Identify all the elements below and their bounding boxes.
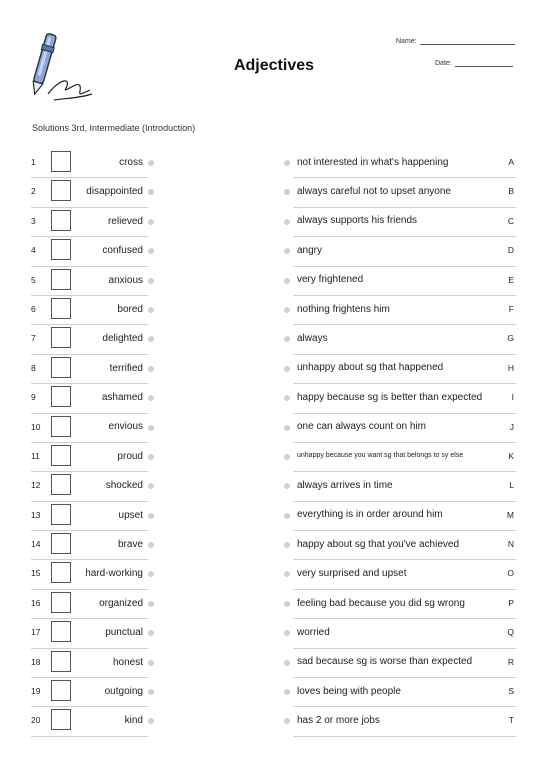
definition-text: angry — [297, 244, 323, 256]
item-number: 5 — [31, 274, 36, 285]
definition-text: very frightened — [297, 274, 364, 286]
definition-item — [293, 559, 516, 589]
item-number: 19 — [31, 686, 41, 697]
definition-item — [293, 236, 516, 266]
item-number: 15 — [31, 568, 41, 579]
exercise-row — [0, 177, 548, 206]
definition-item — [293, 442, 516, 472]
definition-connector-dot[interactable] — [284, 219, 290, 225]
answer-box[interactable] — [51, 298, 71, 319]
word-item — [31, 589, 148, 619]
definition-connector-dot[interactable] — [284, 366, 290, 372]
definition-letter: D — [507, 245, 514, 256]
definition-connector-dot[interactable] — [284, 189, 290, 195]
definition-connector-dot[interactable] — [284, 248, 290, 254]
definition-connector-dot[interactable] — [284, 630, 290, 636]
exercise-row — [0, 236, 548, 265]
definition-letter: P — [508, 597, 514, 608]
adjective-word: outgoing — [104, 685, 143, 697]
answer-box[interactable] — [51, 386, 71, 407]
definition-item — [293, 589, 516, 619]
definition-connector-dot[interactable] — [284, 395, 290, 401]
word-item — [31, 177, 148, 207]
word-item — [31, 236, 148, 266]
exercise-row — [0, 324, 548, 353]
word-item — [31, 324, 148, 354]
answer-box[interactable] — [51, 210, 71, 231]
definition-connector-dot[interactable] — [284, 601, 290, 607]
definition-connector-dot[interactable] — [284, 307, 290, 313]
word-connector-dot[interactable] — [148, 366, 154, 372]
definition-letter: B — [508, 186, 514, 197]
word-connector-dot[interactable] — [148, 483, 154, 489]
item-number: 1 — [31, 157, 36, 167]
definition-letter: O — [507, 568, 514, 579]
exercise-row — [0, 383, 548, 412]
item-number: 18 — [31, 656, 41, 667]
definition-text: worried — [297, 626, 330, 638]
word-connector-dot[interactable] — [148, 513, 154, 519]
date-label: Date: — [435, 60, 452, 67]
word-connector-dot[interactable] — [148, 395, 154, 401]
definition-letter: G — [507, 333, 514, 344]
definition-text: loves being with people — [297, 685, 401, 697]
name-label: Name: — [396, 38, 417, 45]
word-connector-dot[interactable] — [148, 542, 154, 548]
adjective-word: anxious — [108, 274, 143, 286]
matching-exercise — [0, 148, 548, 736]
item-number: 12 — [31, 480, 41, 491]
definition-item — [293, 530, 516, 560]
definition-text: always careful not to upset anyone — [297, 186, 451, 198]
word-connector-dot[interactable] — [148, 601, 154, 607]
answer-box[interactable] — [51, 180, 71, 201]
word-connector-dot[interactable] — [148, 278, 154, 284]
page-title: Adjectives — [233, 57, 315, 74]
definition-text: not interested in what's happening — [297, 156, 449, 168]
definition-connector-dot[interactable] — [284, 454, 290, 460]
adjective-word: upset — [118, 509, 143, 521]
pen-writing-icon — [28, 28, 100, 102]
definition-text: sad because sg is worse than expected — [297, 656, 473, 668]
definition-connector-dot[interactable] — [284, 542, 290, 548]
item-number: 8 — [31, 362, 36, 373]
answer-box[interactable] — [51, 562, 71, 583]
definition-text: one can always count on him — [297, 421, 426, 433]
definition-connector-dot[interactable] — [284, 689, 290, 695]
definition-item — [293, 471, 516, 501]
item-number: 14 — [31, 539, 41, 550]
definition-connector-dot[interactable] — [284, 660, 290, 666]
answer-box[interactable] — [51, 327, 71, 348]
word-item — [31, 442, 148, 472]
definition-connector-dot[interactable] — [284, 483, 290, 489]
word-item — [31, 677, 148, 707]
name-field[interactable] — [396, 38, 515, 45]
item-number: 16 — [31, 597, 41, 608]
adjective-word: disappointed — [86, 186, 143, 198]
exercise-row — [0, 589, 548, 618]
word-connector-dot[interactable] — [148, 660, 154, 666]
item-number: 17 — [31, 627, 41, 638]
definition-text: has 2 or more jobs — [297, 715, 380, 727]
definition-letter: I — [511, 392, 514, 403]
date-field[interactable] — [435, 60, 513, 67]
word-connector-dot[interactable] — [148, 718, 154, 724]
definition-letter: A — [508, 157, 514, 167]
word-item — [31, 530, 148, 560]
exercise-row — [0, 530, 548, 559]
definition-item — [293, 648, 516, 678]
definition-connector-dot[interactable] — [284, 336, 290, 342]
subtitle: Solutions 3rd, Intermediate (Introduction) — [32, 123, 196, 133]
exercise-row — [0, 559, 548, 588]
definition-connector-dot[interactable] — [284, 571, 290, 577]
definition-connector-dot[interactable] — [284, 718, 290, 724]
exercise-row — [0, 471, 548, 500]
adjective-word: organized — [99, 597, 143, 609]
definition-letter: T — [508, 715, 514, 726]
word-connector-dot[interactable] — [148, 189, 154, 195]
definition-item — [293, 706, 516, 736]
definition-text: unhappy because you want sg that belongs to sy else — [297, 452, 464, 460]
item-number: 2 — [31, 186, 36, 197]
definition-text: nothing frightens him — [297, 303, 390, 315]
word-item — [31, 266, 148, 296]
definition-letter: S — [508, 686, 514, 697]
answer-box[interactable] — [51, 592, 71, 613]
definition-connector-dot[interactable] — [284, 160, 290, 166]
answer-box[interactable] — [51, 445, 71, 466]
definition-item — [293, 207, 516, 237]
definition-item — [293, 295, 516, 325]
word-connector-dot[interactable] — [148, 689, 154, 695]
definition-letter: K — [508, 450, 514, 461]
word-connector-dot[interactable] — [148, 336, 154, 342]
adjective-word: proud — [117, 450, 143, 462]
word-item — [31, 648, 148, 678]
exercise-row — [0, 442, 548, 471]
adjective-word: kind — [124, 715, 143, 727]
answer-box[interactable] — [51, 151, 71, 172]
exercise-row — [0, 207, 548, 236]
definition-text: very surprised and upset — [297, 568, 407, 580]
definition-item — [293, 324, 516, 354]
word-item — [31, 295, 148, 325]
definition-item — [293, 618, 516, 648]
item-number: 9 — [31, 392, 36, 403]
definition-connector-dot[interactable] — [284, 425, 290, 431]
exercise-row — [0, 501, 548, 530]
definition-letter: C — [507, 215, 514, 226]
item-number: 3 — [31, 215, 36, 226]
adjective-word: hard-working — [85, 568, 143, 580]
word-item — [31, 148, 148, 178]
definition-item — [293, 148, 516, 178]
item-number: 7 — [31, 333, 36, 344]
definition-letter: F — [508, 303, 514, 314]
definition-item — [293, 354, 516, 384]
definition-item — [293, 383, 516, 413]
definition-letter: Q — [507, 627, 514, 638]
word-item — [31, 706, 148, 736]
definition-text: everything is in order around him — [297, 509, 443, 521]
definition-letter: L — [509, 480, 514, 491]
item-number: 4 — [31, 245, 36, 256]
word-connector-dot[interactable] — [148, 425, 154, 431]
word-item — [31, 501, 148, 531]
adjective-word: ashamed — [101, 392, 143, 404]
definition-text: always arrives in time — [297, 479, 393, 491]
word-item — [31, 618, 148, 648]
adjective-word: delighted — [102, 333, 143, 345]
exercise-row — [0, 677, 548, 706]
definition-item — [293, 266, 516, 296]
word-connector-dot[interactable] — [148, 160, 154, 166]
exercise-row — [0, 413, 548, 442]
answer-box[interactable] — [51, 239, 71, 260]
exercise-row — [0, 706, 548, 735]
adjective-word: punctual — [105, 627, 143, 639]
word-connector-dot[interactable] — [148, 571, 154, 577]
answer-box[interactable] — [51, 533, 71, 554]
adjective-word: shocked — [105, 480, 143, 492]
definition-letter: N — [507, 539, 514, 550]
adjective-word: honest — [112, 656, 143, 668]
adjective-word: relieved — [107, 215, 143, 227]
definition-connector-dot[interactable] — [284, 513, 290, 519]
answer-box[interactable] — [51, 357, 71, 378]
item-number: 20 — [31, 715, 41, 726]
definition-text: happy because sg is better than expected — [297, 391, 483, 403]
adjective-word: brave — [117, 539, 143, 551]
definition-text: always — [297, 333, 328, 345]
definition-item — [293, 413, 516, 443]
definition-letter: H — [507, 362, 514, 373]
answer-box[interactable] — [51, 709, 71, 730]
exercise-row — [0, 148, 548, 177]
definition-connector-dot[interactable] — [284, 278, 290, 284]
exercise-row — [0, 295, 548, 324]
definition-text: happy about sg that you've achieved — [297, 538, 460, 550]
word-item — [31, 354, 148, 384]
definition-text: always supports his friends — [297, 215, 418, 227]
word-connector-dot[interactable] — [148, 248, 154, 254]
answer-box[interactable] — [51, 651, 71, 672]
adjective-word: cross — [119, 156, 143, 168]
word-connector-dot[interactable] — [148, 307, 154, 313]
item-number: 6 — [31, 303, 36, 314]
word-connector-dot[interactable] — [148, 630, 154, 636]
adjective-word: confused — [102, 245, 143, 257]
exercise-row — [0, 266, 548, 295]
adjective-word: envious — [108, 421, 143, 433]
answer-box[interactable] — [51, 269, 71, 290]
word-item — [31, 207, 148, 237]
item-number: 13 — [31, 509, 41, 520]
definition-letter: E — [508, 274, 514, 285]
word-item — [31, 383, 148, 413]
definition-text: unhappy about sg that happened — [297, 362, 444, 374]
item-number: 10 — [31, 421, 41, 432]
word-item — [31, 471, 148, 501]
definition-letter: J — [509, 421, 514, 432]
answer-box[interactable] — [51, 416, 71, 437]
word-connector-dot[interactable] — [148, 219, 154, 225]
adjective-word: terrified — [109, 362, 143, 374]
word-connector-dot[interactable] — [148, 454, 154, 460]
answer-box[interactable] — [51, 621, 71, 642]
adjective-word: bored — [117, 303, 143, 315]
exercise-row — [0, 618, 548, 647]
name-blank[interactable] — [420, 44, 515, 45]
date-blank[interactable] — [455, 66, 513, 67]
answer-box[interactable] — [51, 474, 71, 495]
exercise-row — [0, 354, 548, 383]
definition-item — [293, 677, 516, 707]
definition-letter: M — [506, 509, 514, 520]
word-item — [31, 413, 148, 443]
definition-letter: R — [507, 656, 514, 667]
definition-item — [293, 501, 516, 531]
exercise-row — [0, 648, 548, 677]
item-number: 11 — [31, 450, 40, 461]
answer-box[interactable] — [51, 680, 71, 701]
answer-box[interactable] — [51, 504, 71, 525]
definition-item — [293, 177, 516, 207]
definition-text: feeling bad because you did sg wrong — [297, 597, 465, 609]
word-item — [31, 559, 148, 589]
